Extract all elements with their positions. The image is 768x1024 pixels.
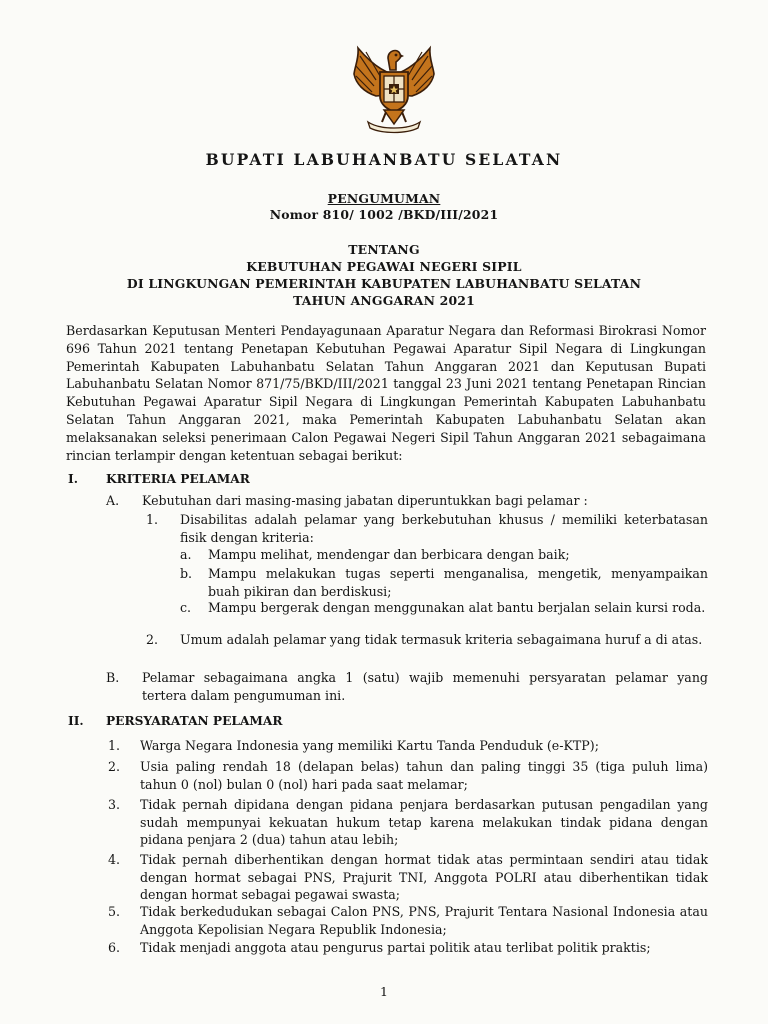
subject-line: DI LINGKUNGAN PEMERINTAH KABUPATEN LABUHANBATU SELATAN [126, 276, 642, 291]
list-text: Umum adalah pelamar yang tidak termasuk kriteria sebagaimana huruf a di atas. [180, 632, 703, 647]
list-text: Mampu bergerak dengan menggunakan alat bantu berjalan selain kursi roda. [208, 600, 706, 615]
section-numeral: I. [68, 472, 78, 486]
list-marker: 2. [108, 759, 121, 774]
doc-number: Nomor 810/ 1002 /BKD/III/2021 [269, 207, 499, 222]
list-marker: 3. [108, 797, 121, 812]
list-marker: c. [180, 600, 192, 615]
list-marker: 6. [108, 940, 121, 955]
list-text: Tidak pernah diberhentikan dengan hormat tidak atas permintaan sendiri atau tidak dengan hormat sebagai PNS, Prajurit TNI, Anggota POLRI atau diberhentikan tidak dengan hormat sebagai pegawai swasta; [140, 852, 708, 902]
section-numeral: II. [68, 714, 84, 728]
subject-line: KEBUTUHAN PEGAWAI NEGERI SIPIL [246, 259, 522, 274]
list-marker: 1. [146, 512, 159, 527]
list-marker: 5. [108, 904, 121, 919]
list-text: Tidak pernah dipidana dengan pidana penjara berdasarkan putusan pengadilan yang sudah mempunyai kekuatan hukum tetap karena melakukan tindak pidana dengan pidana penjara 2 (dua) tahun atau lebih; [140, 797, 708, 847]
regent-title: BUPATI LABUHANBATU SELATAN [205, 150, 563, 169]
list-marker: A. [106, 493, 120, 508]
list-text: Tidak menjadi anggota atau pengurus partai politik atau terlibat politik praktis; [140, 940, 651, 955]
list-text: Mampu melihat, mendengar dan berbicara dengan baik; [208, 547, 570, 562]
list-text: Pelamar sebagaimana angka 1 (satu) wajib memenuhi persyaratan pelamar yang tertera dalam pengumuman ini. [142, 670, 708, 703]
list-text: Mampu melakukan tugas seperti menganalisa, mengetik, menyampaikan buah pikiran dan berdiskusi; [208, 566, 708, 599]
list-text: Usia paling rendah 18 (delapan belas) tahun dan paling tinggi 35 (tiga puluh lima) tahun 0 (nol) bulan 0 (nol) hari pada saat melamar; [140, 759, 708, 792]
doc-type: PENGUMUMAN [327, 191, 441, 206]
list-text: Warga Negara Indonesia yang memiliki Kartu Tanda Penduduk (e-KTP); [140, 738, 599, 753]
garuda-emblem-icon [346, 44, 442, 134]
subject-line: TAHUN ANGGARAN 2021 [293, 293, 475, 308]
section-title: PERSYARATAN PELAMAR [106, 714, 283, 728]
list-marker: a. [180, 547, 192, 562]
section-title: KRITERIA PELAMAR [106, 472, 250, 486]
page-number: 1 [380, 984, 388, 999]
list-marker: b. [180, 566, 193, 581]
list-marker: 2. [146, 632, 159, 647]
list-marker: B. [106, 670, 120, 685]
list-text: Kebutuhan dari masing-masing jabatan diperuntukkan bagi pelamar : [142, 493, 588, 508]
intro-paragraph: Berdasarkan Keputusan Menteri Pendayagunaan Aparatur Negara dan Reformasi Birokrasi Nomor 696 Tahun 2021 tentang Penetapan Kebutuhan Pegawai Aparatur Sipil Negara di Lingkungan Pemerintah Kabupaten Labuhanbatu Selatan Tahun Anggaran 2021 dan Keputusan Bupati Labuhanbatu Selatan Nomor 871/75/BKD/III/2021 tanggal 23 Juni 2021 tentang Penetapan Rincian Kebutuhan Pegawai Aparatur Sipil Negara di Lingkungan Pemerintah Kabupaten Labuhanbatu Selatan Tahun Anggaran 2021, maka Pemerintah Kabupaten Labuhanbatu Selatan akan melaksanakan seleksi penerimaan Calon Pegawai Negeri Sipil Tahun Anggaran 2021 sebagaimana rincian terlampir dengan ketentuan sebagai berikut: [66, 323, 706, 463]
list-marker: 4. [108, 852, 121, 867]
subject-line: TENTANG [348, 242, 420, 257]
list-marker: 1. [108, 738, 121, 753]
list-text: Disabilitas adalah pelamar yang berkebutuhan khusus / memiliki keterbatasan fisik dengan kriteria: [180, 512, 708, 545]
list-text: Tidak berkedudukan sebagai Calon PNS, PNS, Prajurit Tentara Nasional Indonesia atau Anggota Kepolisian Negara Republik Indonesia; [140, 904, 708, 937]
